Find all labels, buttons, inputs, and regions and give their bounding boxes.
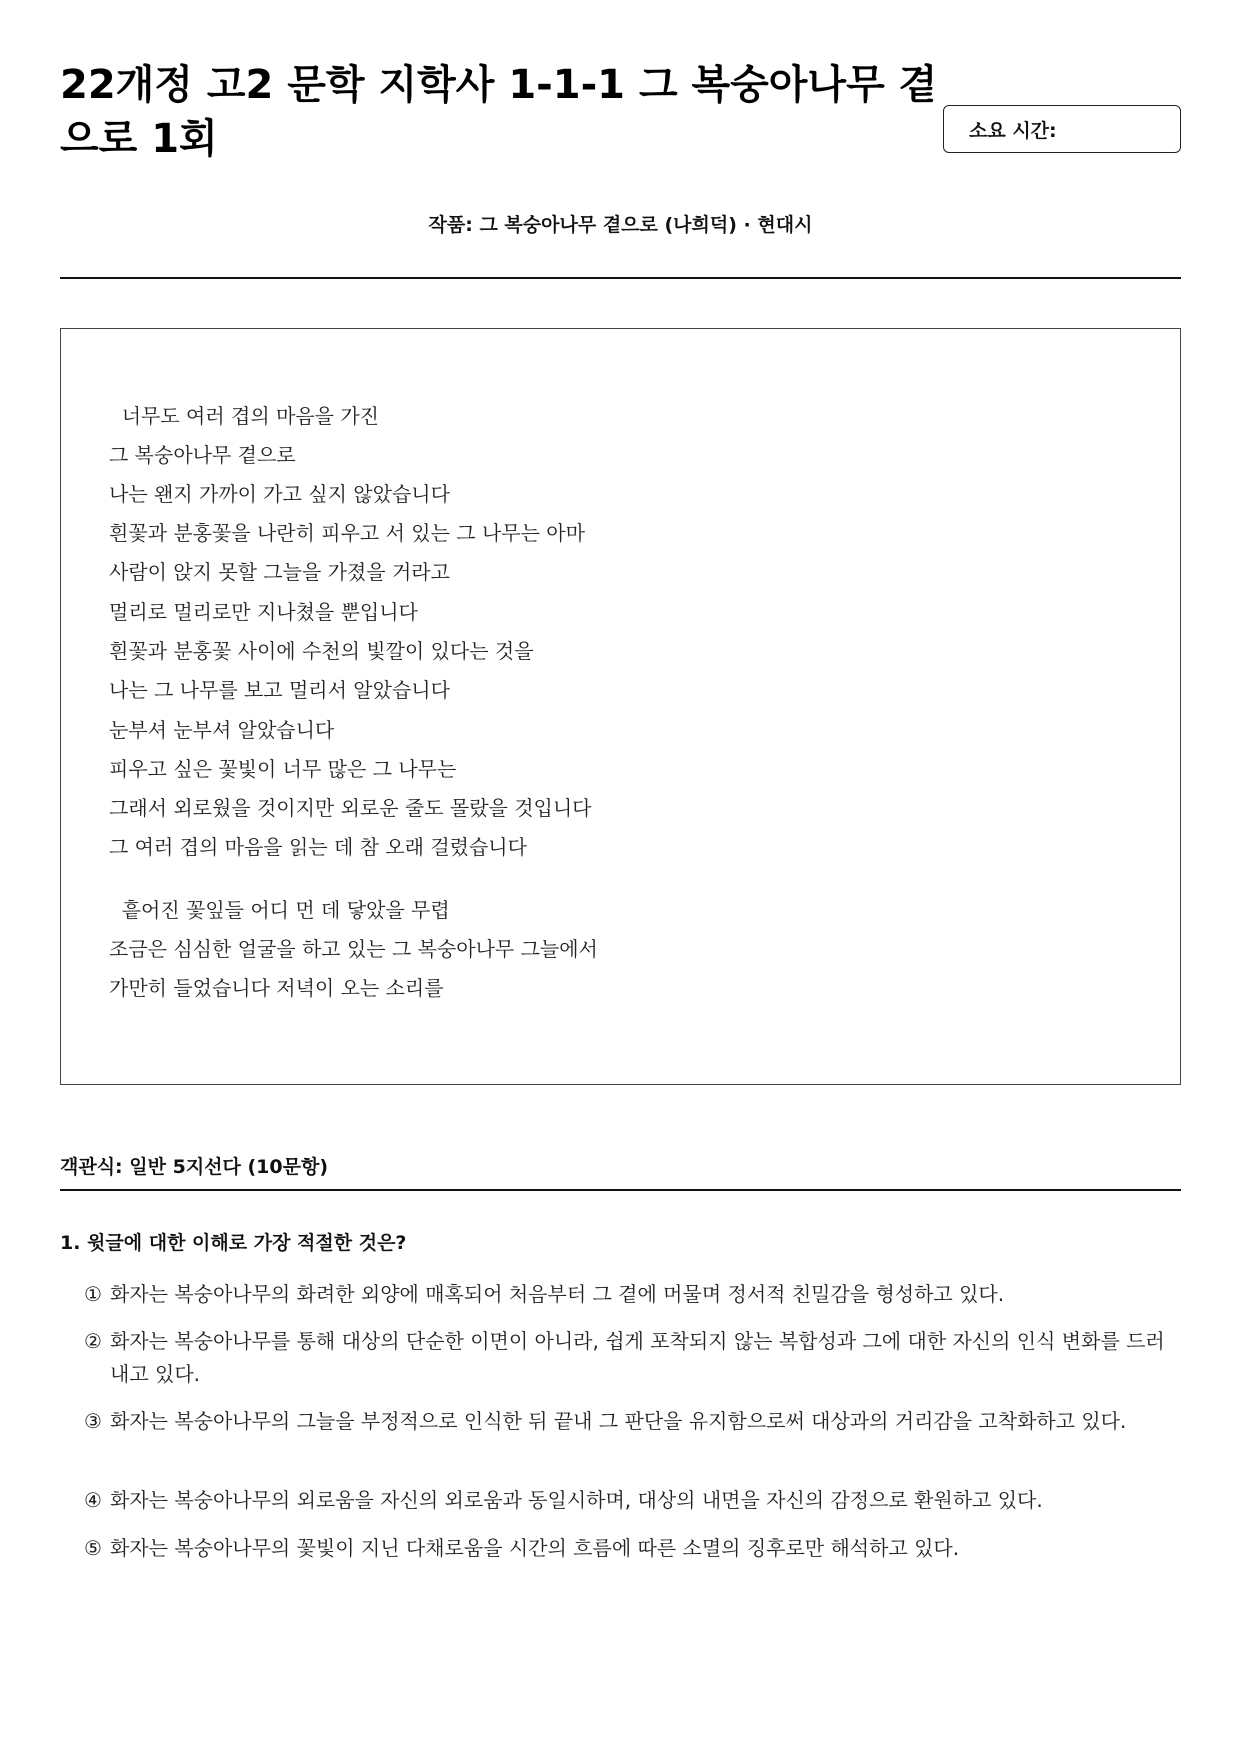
header-divider bbox=[60, 277, 1181, 279]
choice-2[interactable] bbox=[84, 1325, 1184, 1391]
choice-marker: ② bbox=[84, 1329, 102, 1353]
choice-text: 화자는 복숭아나무의 외로움을 자신의 외로움과 동일시하며, 대상의 내면을 자신의 감정으로 환원하고 있다. bbox=[110, 1488, 1043, 1512]
document-title: 22개정 고2 문학 지학사 1-1-1 그 복숭아나무 곁으로 1회 bbox=[60, 62, 938, 162]
choice-marker: ⑤ bbox=[84, 1536, 102, 1560]
choice-marker: ③ bbox=[84, 1409, 102, 1433]
poem-line: 조금은 심심한 얼굴을 하고 있는 그 복숭아나무 그늘에서 bbox=[109, 937, 598, 961]
poem-box bbox=[60, 328, 1181, 1085]
poem-line: 그 복숭아나무 곁으로 bbox=[109, 443, 296, 467]
poem-line: 너무도 여러 겹의 마음을 가진 bbox=[109, 404, 379, 428]
poem-line: 흩어진 꽃잎들 어디 먼 데 닿았을 무렵 bbox=[109, 898, 450, 922]
choice-marker: ① bbox=[84, 1282, 102, 1306]
choice-marker: ④ bbox=[84, 1488, 102, 1512]
choice-text: 화자는 복숭아나무의 꽃빛이 지닌 다채로움을 시간의 흐름에 따른 소멸의 징후로만 해석하고 있다. bbox=[110, 1536, 960, 1560]
choice-4[interactable] bbox=[84, 1484, 1184, 1517]
question-prompt: 1. 윗글에 대한 이해로 가장 적절한 것은? bbox=[60, 1232, 407, 1254]
time-label: 소요 시간: bbox=[969, 119, 1057, 142]
choice-text: 화자는 복숭아나무의 화려한 외양에 매혹되어 처음부터 그 곁에 머물며 정서적 친밀감을 형성하고 있다. bbox=[110, 1282, 1005, 1306]
work-info: 작품: 그 복숭아나무 곁으로 (나희덕) · 현대시 bbox=[428, 214, 813, 236]
choice-text: 화자는 복숭아나무의 그늘을 부정적으로 인식한 뒤 끝내 그 판단을 유지함으로써 대상과의 거리감을 고착화하고 있다. bbox=[110, 1409, 1127, 1433]
poem-line: 그래서 외로웠을 것이지만 외로운 줄도 몰랐을 것입니다 bbox=[109, 796, 592, 820]
poem-line: 피우고 싶은 꽃빛이 너무 많은 그 나무는 bbox=[109, 757, 457, 781]
choice-1[interactable] bbox=[84, 1278, 1184, 1311]
section-divider bbox=[60, 1189, 1181, 1191]
choice-5[interactable] bbox=[84, 1532, 1184, 1565]
choice-3[interactable] bbox=[84, 1405, 1184, 1438]
section-label: 객관식: 일반 5지선다 (10문항) bbox=[60, 1156, 329, 1178]
poem-line: 가만히 들었습니다 저녁이 오는 소리를 bbox=[109, 976, 444, 1000]
poem-line: 눈부셔 눈부셔 알았습니다 bbox=[109, 718, 335, 742]
time-box bbox=[943, 105, 1181, 153]
poem-line: 사람이 앉지 못할 그늘을 가졌을 거라고 bbox=[109, 560, 450, 584]
poem-line: 흰꽃과 분홍꽃을 나란히 피우고 서 있는 그 나무는 아마 bbox=[109, 521, 585, 545]
choice-text: 화자는 복숭아나무를 통해 대상의 단순한 이면이 아니라, 쉽게 포착되지 않는 복합성과 그에 대한 자신의 인식 변화를 드러내고 있다. bbox=[110, 1329, 1165, 1386]
poem-line: 멀리로 멀리로만 지나쳤을 뿐입니다 bbox=[109, 600, 418, 624]
poem-line: 그 여러 겹의 마음을 읽는 데 참 오래 걸렸습니다 bbox=[109, 835, 527, 859]
poem-line: 흰꽃과 분홍꽃 사이에 수천의 빛깔이 있다는 것을 bbox=[109, 639, 534, 663]
poem-line: 나는 왠지 가까이 가고 싶지 않았습니다 bbox=[109, 482, 450, 506]
poem-line: 나는 그 나무를 보고 멀리서 알았습니다 bbox=[109, 678, 450, 702]
